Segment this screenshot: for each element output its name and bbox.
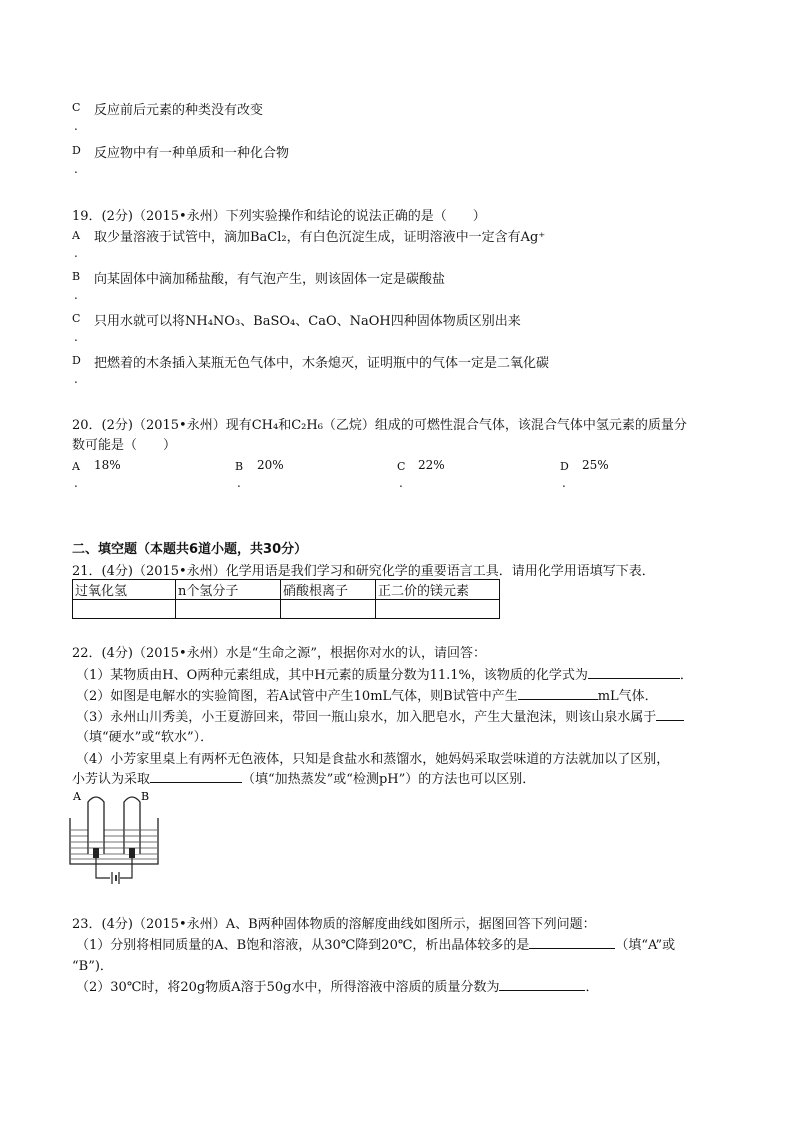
- option-letter: C: [72, 101, 81, 114]
- option-dot: .: [562, 476, 566, 490]
- option-letter: B: [72, 270, 81, 283]
- sub-question-1: [76, 664, 693, 683]
- option-dot: .: [399, 476, 403, 490]
- option-text: 25%: [582, 458, 609, 472]
- sub-question-text: （2）30℃时，将20g物质A溶于50g水中，所得溶液中溶质的质量分数为: [76, 980, 500, 995]
- option-text: 取少量溶液于试管中，滴加BaCl₂，有白色沉淀生成，证明溶液中一定含有Ag⁺: [94, 230, 546, 245]
- table-header-cell: 正二价的镁元素: [376, 580, 500, 600]
- option-text: 把燃着的木条插入某瓶无色气体中，木条熄灭，证明瓶中的气体一定是二氧化碳: [94, 356, 550, 371]
- answer-blank[interactable]: [656, 706, 684, 721]
- sub-question-text: ．: [679, 668, 693, 683]
- table-header-cell: 硝酸根离子: [281, 580, 376, 600]
- sub-question-text: （1）分别将相同质量的A、B饱和溶液，从30℃降到20℃，析出晶体较多的是: [76, 938, 530, 953]
- sub-question-text: 小芳认为采取: [72, 772, 151, 787]
- answer-cell[interactable]: [73, 600, 176, 619]
- sub-question-text: ．: [585, 980, 599, 995]
- table-answer-row: [73, 600, 500, 619]
- option-dot: .: [237, 476, 241, 490]
- question-stem-line1: 20．(2分)（2015•永州）现有CH₄和C₂H₆（乙烷）组成的可燃性混合气体，该混合气体中氢元素的质量分: [72, 418, 687, 433]
- option-dot: .: [74, 162, 78, 176]
- option-letter: D: [72, 144, 81, 157]
- sub-question-4: （4）小芳家里桌上有两杯无色液体，只知是食盐水和蒸馏水，她妈妈采取尝味道的方法就加以了区别，: [76, 752, 670, 767]
- option-text: 只用水就可以将NH₄NO₃、BaSO₄、CaO、NaOH四种固体物质区别出来: [94, 314, 521, 329]
- answer-blank[interactable]: [150, 768, 242, 783]
- option-letter: C: [72, 312, 81, 325]
- question-stem: 23．(4分)（2015•永州）A、B两种固体物质的溶解度曲线如图所示，据图回答下列问题：: [72, 917, 596, 932]
- option-text: 20%: [257, 458, 284, 472]
- option-text: 反应前后元素的种类没有改变: [94, 103, 264, 118]
- section-heading: 二、填空题（本题共6道小题，共30分）: [72, 542, 308, 557]
- question-stem: 22．(4分)（2015•永州）水是“生命之源”，根据你对水的认，请回答：: [72, 646, 487, 661]
- sub-question-text: “B”)．: [72, 959, 113, 974]
- option-text: 反应物中有一种单质和一种化合物: [94, 146, 290, 161]
- option-letter: A: [72, 460, 80, 473]
- test-tube-a: [88, 797, 104, 854]
- answer-cell[interactable]: [376, 600, 500, 619]
- table-header-cell: n个氢分子: [176, 580, 281, 600]
- sub-question-text: （填“A”或: [615, 938, 676, 953]
- sub-question-text: （填“硬水”或“软水”）．: [76, 730, 214, 745]
- answer-blank[interactable]: [518, 685, 598, 700]
- option-dot: .: [74, 288, 78, 302]
- table-header-cell: 过氧化氢: [73, 580, 176, 600]
- tube-label-a: A: [73, 790, 81, 803]
- option-dot: .: [74, 330, 78, 344]
- sub-question-2: [76, 976, 599, 995]
- wire-b: [120, 858, 132, 878]
- option-dot: .: [74, 119, 78, 133]
- electrode-b: [129, 848, 135, 858]
- option-letter: C: [397, 460, 406, 473]
- option-letter: D: [560, 460, 569, 473]
- sub-question-3: [76, 706, 684, 725]
- question-stem: 19．(2分)（2015•永州）下列实验操作和结论的说法正确的是（ ）: [72, 209, 486, 224]
- option-dot: .: [74, 476, 78, 490]
- option-dot: .: [74, 372, 78, 386]
- option-letter: A: [72, 229, 80, 242]
- table-header-row: [73, 580, 500, 600]
- option-letter: D: [72, 354, 81, 367]
- option-text: 向某固体中滴加稀盐酸，有气泡产生，则该固体一定是碳酸盐: [94, 272, 446, 287]
- sub-question-1: [76, 934, 675, 953]
- test-tube-b: [124, 797, 140, 854]
- question-stem: 21．(4分)（2015•永州）化学用语是我们学习和研究化学的重要语言工具．请用化学用语填写下表．: [72, 564, 655, 579]
- chem-table: [72, 579, 500, 619]
- sub-question-text: （1）某物质由H、O两种元素组成，其中H元素的质量分数为11.1%，该物质的化学式为: [76, 668, 588, 683]
- water-lines: [71, 830, 157, 859]
- answer-blank[interactable]: [588, 664, 680, 679]
- answer-blank[interactable]: [499, 976, 585, 991]
- electrolysis-diagram: [66, 788, 164, 886]
- option-dot: .: [74, 246, 78, 260]
- answer-blank[interactable]: [529, 934, 615, 949]
- sub-question-text: mL气体．: [597, 689, 658, 704]
- tube-label-b: B: [141, 790, 150, 803]
- sub-question-2: [76, 685, 658, 704]
- sub-question-text: （填“加热蒸发”或“检测pH”）的方法也可以区别．: [242, 772, 536, 787]
- answer-cell[interactable]: [176, 600, 281, 619]
- option-letter: B: [235, 460, 244, 473]
- question-stem-line2: 数可能是（ ）: [72, 438, 177, 453]
- sub-question-text: （3）永州山川秀美，小王夏游回来，带回一瓶山泉水，加入肥皂水，产生大量泡沫，则该山泉水属于: [76, 710, 657, 725]
- sub-question-text: （2）如图是电解水的实验简图，若A试管中产生10mL气体，则B试管中产生: [76, 689, 518, 704]
- wire-a: [96, 858, 110, 878]
- option-text: 22%: [418, 458, 445, 472]
- answer-cell[interactable]: [281, 600, 376, 619]
- option-text: 18%: [94, 458, 121, 472]
- beaker-shape: [70, 818, 158, 864]
- sub-question-4-line2: [72, 768, 535, 787]
- electrode-a: [93, 848, 99, 858]
